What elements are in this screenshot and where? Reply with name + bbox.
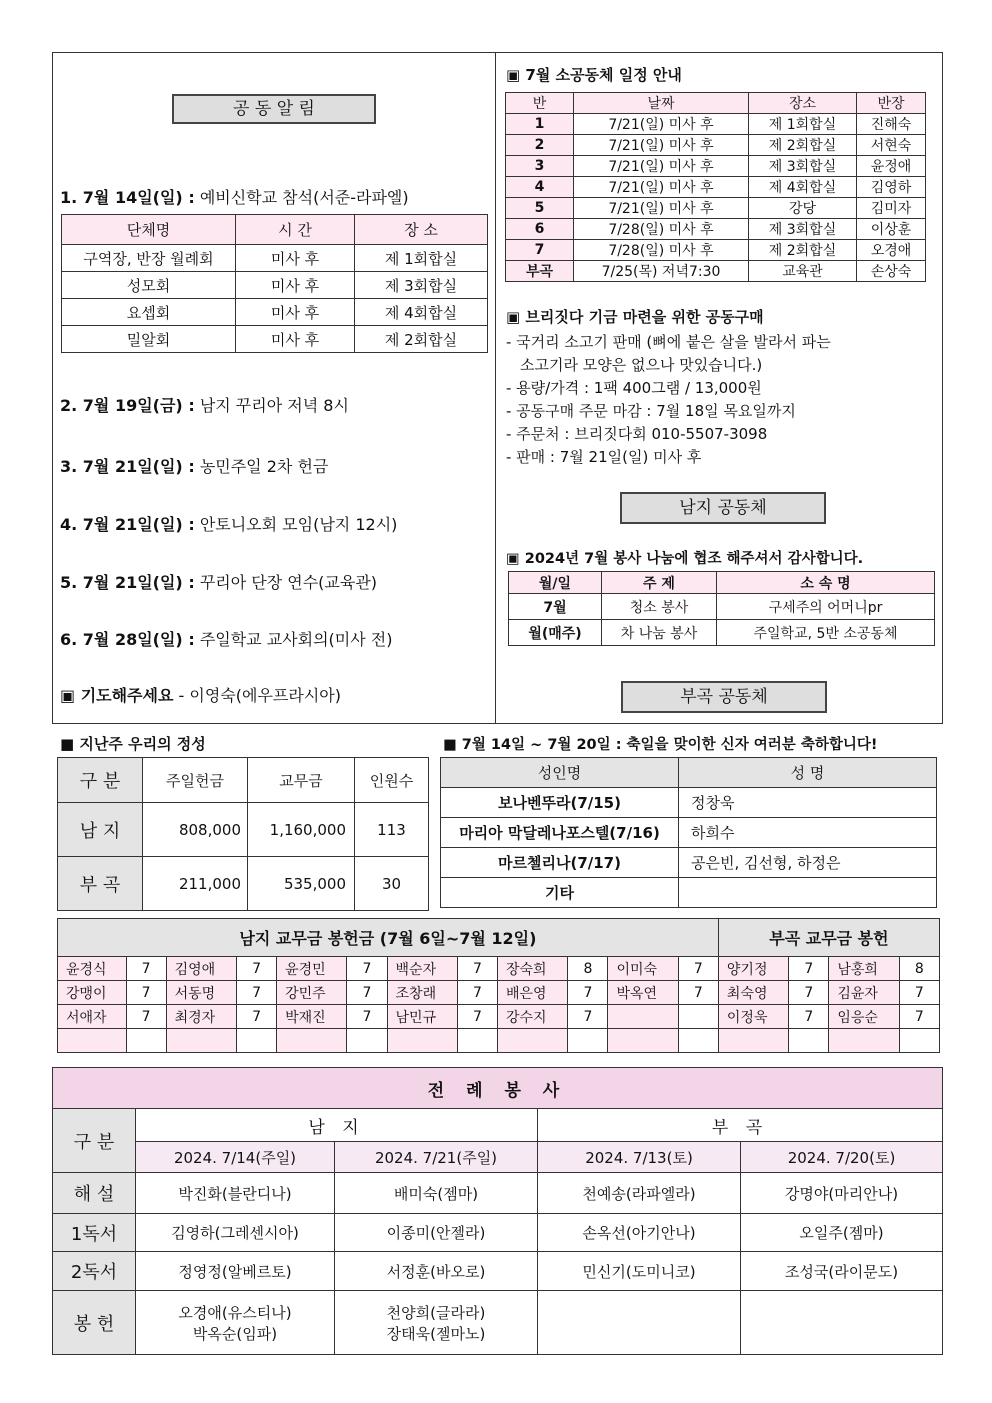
liturgy-label-header: 구 분 (53, 1109, 136, 1173)
dues-amount: 7 (568, 1005, 608, 1029)
table-cell: 미사 후 (236, 326, 355, 353)
table-cell: 성모회 (62, 272, 236, 299)
liturgy-cell: 오일주(젬마) (741, 1214, 943, 1252)
dues-name (608, 1005, 678, 1029)
table-cell: 7/25(목) 저녁7:30 (574, 261, 749, 282)
purchase-line: - 용량/가격 : 1팩 400그램 / 13,000원 (506, 379, 762, 397)
liturgy-cell: 김영하(그레센시아) (136, 1214, 335, 1252)
table-cell: 2 (506, 135, 574, 156)
table-cell: 제 3회합실 (749, 156, 857, 177)
table-cell: 오경애 (857, 240, 926, 261)
table-header: 주 제 (602, 572, 717, 594)
table-cell: 1,160,000 (248, 803, 355, 857)
dues-amount: 7 (678, 981, 718, 1005)
notice-item-1: 1. 7월 14일(일) : 예비신학교 참석(서준-라파엘) (60, 188, 409, 207)
dues-row (58, 1029, 940, 1053)
dues-amount (899, 1029, 939, 1053)
bugok-title: 부곡 공동체 (621, 681, 827, 713)
table-header: 월/일 (509, 572, 602, 594)
table-cell: 김영하 (857, 177, 926, 198)
table-cell: 김미자 (857, 198, 926, 219)
dues-name: 강수지 (497, 1005, 567, 1029)
purchase-line: - 주문처 : 브리짓다회 010-5507-3098 (506, 425, 768, 443)
dues-name: 이정욱 (718, 1005, 788, 1029)
notice-item-2: 2. 7월 19일(금) : 남지 꾸리아 저녁 8시 (60, 396, 349, 415)
table-header: 반장 (857, 93, 926, 114)
dues-name: 서동명 (166, 981, 236, 1005)
table-cell: 제 2회합실 (749, 135, 857, 156)
dues-amount (568, 1029, 608, 1053)
groups-table (61, 214, 488, 353)
dues-name (829, 1029, 899, 1053)
dues-table (57, 918, 940, 1053)
namji-title: 남지 공동체 (620, 492, 826, 524)
dues-amount: 7 (457, 1005, 497, 1029)
liturgy-cell: 민신기(도미니코) (538, 1252, 741, 1291)
table-cell: 211,000 (143, 857, 248, 911)
table-cell: 6 (506, 219, 574, 240)
table-cell: 제 2회합실 (749, 240, 857, 261)
liturgy-row-label: 해 설 (53, 1173, 136, 1214)
dues-name: 백순자 (387, 957, 457, 981)
dues-name (497, 1029, 567, 1053)
liturgy-cell: 서정훈(바오로) (335, 1252, 538, 1291)
table-cell: 기타 (441, 878, 679, 908)
table-cell: 교육관 (749, 261, 857, 282)
dues-row (58, 957, 940, 981)
table-cell: 주일학교, 5반 소공동체 (717, 620, 935, 646)
dues-name (608, 1029, 678, 1053)
table-cell: 제 4회합실 (355, 299, 488, 326)
dues-name: 임응순 (829, 1005, 899, 1029)
dues-name (58, 1029, 127, 1053)
table-cell: 미사 후 (236, 245, 355, 272)
dues-name: 최경자 (166, 1005, 236, 1029)
table-cell: 미사 후 (236, 272, 355, 299)
table-cell: 808,000 (143, 803, 248, 857)
purchase-title: ▣ 브리짓다 기금 마련을 위한 공동구매 (506, 308, 764, 326)
table-cell: 7/28(일) 미사 후 (574, 219, 749, 240)
dues-amount: 7 (899, 981, 939, 1005)
notice-title: 공 동 알 림 (172, 94, 376, 124)
dues-amount: 7 (457, 981, 497, 1005)
table-cell: 마리아 막달레나포스텔(7/16) (441, 818, 679, 848)
liturgy-date: 2024. 7/21(주일) (335, 1142, 538, 1173)
dues-amount (457, 1029, 497, 1053)
dues-amount: 7 (126, 1005, 166, 1029)
table-cell: 7/21(일) 미사 후 (574, 177, 749, 198)
liturgy-date: 2024. 7/13(토) (538, 1142, 741, 1173)
dues-name: 장숙희 (497, 957, 567, 981)
liturgy-title: 전 례 봉 사 (53, 1068, 943, 1109)
table-cell: 3 (506, 156, 574, 177)
table-cell: 7/28(일) 미사 후 (574, 240, 749, 261)
dues-name (387, 1029, 457, 1053)
groups-header: 단체명 (62, 215, 236, 245)
column-divider (495, 52, 496, 724)
dues-amount (678, 1029, 718, 1053)
dues-name: 박옥연 (608, 981, 678, 1005)
table-cell: 마르첼리나(7/17) (441, 848, 679, 878)
dues-amount (347, 1029, 387, 1053)
dues-amount: 7 (789, 957, 829, 981)
purchase-details (506, 331, 831, 469)
dues-name: 남홍희 (829, 957, 899, 981)
table-cell: 진해숙 (857, 114, 926, 135)
dues-name: 조창래 (387, 981, 457, 1005)
table-cell: 제 1회합실 (355, 245, 488, 272)
table-header: 날짜 (574, 93, 749, 114)
prayer-request: ▣ 기도해주세요 - 이영숙(에우프라시아) (60, 686, 341, 705)
dues-amount: 8 (568, 957, 608, 981)
table-cell: 남 지 (58, 803, 143, 857)
dues-amount: 7 (347, 1005, 387, 1029)
liturgy-cell: 천양희(글라라) 장태욱(젤마노) (335, 1291, 538, 1355)
table-header: 주일헌금 (143, 758, 248, 803)
liturgy-date: 2024. 7/20(토) (741, 1142, 943, 1173)
liturgy-row-label: 1독서 (53, 1214, 136, 1252)
dues-name: 김영애 (166, 957, 236, 981)
table-cell: 7/21(일) 미사 후 (574, 114, 749, 135)
liturgy-cell: 배미숙(젬마) (335, 1173, 538, 1214)
table-cell: 제 3회합실 (749, 219, 857, 240)
dues-amount: 7 (237, 981, 277, 1005)
table-cell: 공은빈, 김선형, 하정은 (679, 848, 937, 878)
table-cell: 7월 (509, 594, 602, 620)
dues-amount: 8 (899, 957, 939, 981)
table-header: 장소 (749, 93, 857, 114)
notice-item-5: 5. 7월 21일(일) : 꾸리아 단장 연수(교육관) (60, 573, 378, 592)
purchase-line: - 공동구매 주문 마감 : 7월 18일 목요일까지 (506, 402, 796, 420)
notice-item-3: 3. 7월 21일(일) : 농민주일 2차 헌금 (60, 457, 329, 476)
dues-amount: 7 (568, 981, 608, 1005)
liturgy-cell (538, 1291, 741, 1355)
table-cell: 4 (506, 177, 574, 198)
table-cell: 청소 봉사 (602, 594, 717, 620)
liturgy-row-label: 봉 헌 (53, 1291, 136, 1355)
table-cell: 제 2회합실 (355, 326, 488, 353)
dues-amount: 7 (126, 957, 166, 981)
table-cell: 정창욱 (679, 788, 937, 818)
table-cell: 30 (355, 857, 429, 911)
liturgy-table (52, 1067, 943, 1355)
table-cell: 서현숙 (857, 135, 926, 156)
liturgy-cell: 이종미(안젤라) (335, 1214, 538, 1252)
table-cell: 7/21(일) 미사 후 (574, 135, 749, 156)
table-cell: 밀알회 (62, 326, 236, 353)
liturgy-cell (741, 1291, 943, 1355)
dues-amount: 7 (126, 981, 166, 1005)
dues-name: 최숙영 (718, 981, 788, 1005)
feast-table (440, 757, 937, 908)
dues-row (58, 1005, 940, 1029)
dues-name: 양기정 (718, 957, 788, 981)
dues-name: 이미숙 (608, 957, 678, 981)
dues-amount (678, 1005, 718, 1029)
table-cell: 차 나눔 봉사 (602, 620, 717, 646)
dues-name: 강민주 (277, 981, 347, 1005)
dues-name: 배은영 (497, 981, 567, 1005)
dues-name (277, 1029, 347, 1053)
dues-amount: 7 (347, 981, 387, 1005)
liturgy-namji-header: 남 지 (136, 1109, 538, 1142)
dues-amount: 7 (678, 957, 718, 981)
table-cell: 7/21(일) 미사 후 (574, 198, 749, 219)
liturgy-cell: 정영정(알베르토) (136, 1252, 335, 1291)
table-cell: 월(매주) (509, 620, 602, 646)
liturgy-cell: 박진화(블란디나) (136, 1173, 335, 1214)
notice-item-4: 4. 7월 21일(일) : 안토니오회 모임(남지 12시) (60, 515, 398, 534)
liturgy-date: 2024. 7/14(주일) (136, 1142, 335, 1173)
dues-amount: 7 (237, 957, 277, 981)
table-header: 인원수 (355, 758, 429, 803)
namji-thanks: ▣ 2024년 7월 봉사 나눔에 협조 해주셔서 감사합니다. (506, 551, 864, 567)
table-header: 구 분 (58, 758, 143, 803)
table-header: 소 속 명 (717, 572, 935, 594)
table-cell: 부 곡 (58, 857, 143, 911)
liturgy-cell: 손옥선(아기안나) (538, 1214, 741, 1252)
dues-name: 김윤자 (829, 981, 899, 1005)
table-cell: 1 (506, 114, 574, 135)
table-header: 교무금 (248, 758, 355, 803)
small-community-title: ▣ 7월 소공동체 일정 안내 (506, 66, 682, 84)
dues-amount: 7 (789, 1005, 829, 1029)
liturgy-row-label: 2독서 (53, 1252, 136, 1291)
dues-name: 강맹이 (58, 981, 127, 1005)
dues-name (718, 1029, 788, 1053)
liturgy-cell: 조성국(라이문도) (741, 1252, 943, 1291)
table-cell: 하희수 (679, 818, 937, 848)
table-cell: 구세주의 어머니pr (717, 594, 935, 620)
offering-title: ■ 지난주 우리의 정성 (60, 735, 206, 753)
table-cell: 손상숙 (857, 261, 926, 282)
table-cell: 보나벤뚜라(7/15) (441, 788, 679, 818)
table-cell: 미사 후 (236, 299, 355, 326)
table-cell: 요셉회 (62, 299, 236, 326)
dues-name: 윤경식 (58, 957, 127, 981)
table-cell: 부곡 (506, 261, 574, 282)
dues-amount: 7 (899, 1005, 939, 1029)
table-cell: 이상훈 (857, 219, 926, 240)
dues-row (58, 981, 940, 1005)
dues-amount (126, 1029, 166, 1053)
dues-name: 남민규 (387, 1005, 457, 1029)
feast-title: ■ 7월 14일 ~ 7월 20일 : 축일을 맞이한 신자 여러분 축하합니다! (443, 737, 878, 753)
table-header: 반 (506, 93, 574, 114)
table-cell: 7/21(일) 미사 후 (574, 156, 749, 177)
dues-name: 서애자 (58, 1005, 127, 1029)
dues-amount (789, 1029, 829, 1053)
dues-amount (237, 1029, 277, 1053)
table-header: 성인명 (441, 758, 679, 788)
table-cell: 7 (506, 240, 574, 261)
liturgy-cell: 오경애(유스티나) 박옥순(임파) (136, 1291, 335, 1355)
small-community-table (505, 92, 926, 282)
purchase-line: - 국거리 소고기 판매 (뼈에 붙은 살을 발라서 파는 (506, 333, 831, 351)
table-cell: 제 4회합실 (749, 177, 857, 198)
dues-amount: 7 (237, 1005, 277, 1029)
dues-name (166, 1029, 236, 1053)
volunteer-table (508, 571, 935, 646)
table-cell: 구역장, 반장 월례회 (62, 245, 236, 272)
notice-item-6: 6. 7월 28일(일) : 주일학교 교사회의(미사 전) (60, 630, 393, 649)
dues-namji-title: 남지 교무금 봉헌금 (7월 6일~7월 12일) (58, 919, 719, 957)
table-cell: 윤정애 (857, 156, 926, 177)
dues-amount: 7 (789, 981, 829, 1005)
liturgy-cell: 천예송(라파엘라) (538, 1173, 741, 1214)
dues-name: 박재진 (277, 1005, 347, 1029)
purchase-line: - 판매 : 7월 21일(일) 미사 후 (506, 448, 702, 466)
table-header: 성 명 (679, 758, 937, 788)
dues-amount: 7 (457, 957, 497, 981)
liturgy-cell: 강명야(마리안나) (741, 1173, 943, 1214)
dues-bugok-title: 부곡 교무금 봉헌 (718, 919, 939, 957)
groups-header: 시 간 (236, 215, 355, 245)
liturgy-bugok-header: 부 곡 (538, 1109, 943, 1142)
table-cell: 강당 (749, 198, 857, 219)
table-cell: 제 1회합실 (749, 114, 857, 135)
offering-table (57, 757, 429, 911)
dues-name: 윤경민 (277, 957, 347, 981)
table-cell: 5 (506, 198, 574, 219)
table-cell: 535,000 (248, 857, 355, 911)
dues-amount: 7 (347, 957, 387, 981)
table-cell: 113 (355, 803, 429, 857)
groups-header: 장 소 (355, 215, 488, 245)
purchase-line: 소고기라 모양은 없으나 맛있습니다.) (520, 356, 763, 374)
table-cell: 제 3회합실 (355, 272, 488, 299)
table-cell (679, 878, 937, 908)
